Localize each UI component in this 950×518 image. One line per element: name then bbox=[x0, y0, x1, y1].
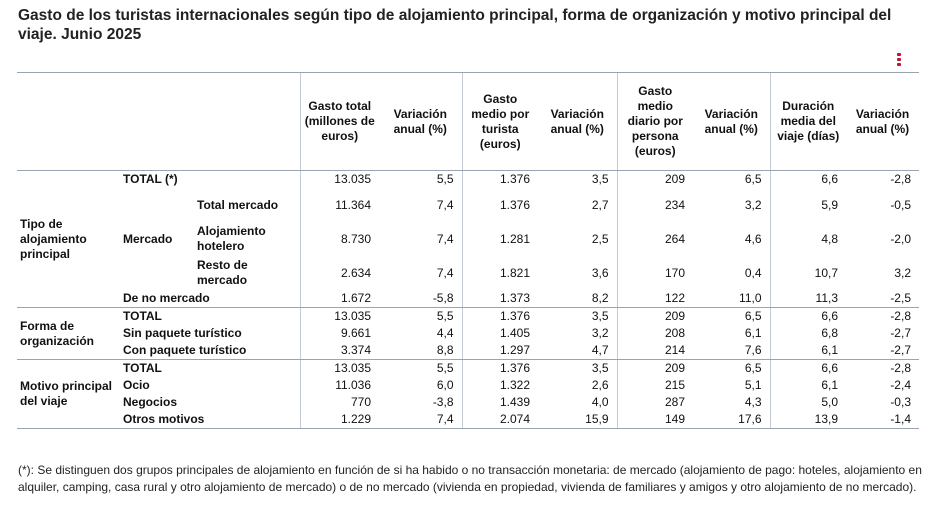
cell: 8.730 bbox=[300, 222, 379, 256]
cell: 2.074 bbox=[462, 411, 538, 429]
cell: 8,2 bbox=[538, 290, 617, 308]
cell: 209 bbox=[617, 308, 693, 326]
cell: 6,6 bbox=[770, 360, 846, 378]
cell: 1.376 bbox=[462, 308, 538, 326]
cell: 11.036 bbox=[300, 377, 379, 394]
cell: 770 bbox=[300, 394, 379, 411]
cell: -2,7 bbox=[846, 342, 919, 360]
header-empty bbox=[120, 73, 194, 171]
table-row bbox=[17, 308, 919, 326]
cell: 3,5 bbox=[591, 361, 609, 375]
cell: 13,9 bbox=[770, 411, 846, 429]
cell: 5,5 bbox=[436, 172, 454, 186]
table-row bbox=[17, 325, 919, 342]
cell: -0,3 bbox=[890, 395, 911, 409]
group-label-forma: Forma de organización bbox=[17, 308, 120, 360]
cell: -3,8 bbox=[432, 395, 454, 409]
cell: 1.297 bbox=[462, 342, 538, 360]
cell: -2,7 bbox=[890, 326, 911, 340]
cell: 7,4 bbox=[379, 411, 462, 429]
cell: -5,8 bbox=[379, 290, 462, 308]
header-cell: Variación anual (%) bbox=[379, 73, 462, 171]
header-cell: Variación anual (%) bbox=[538, 73, 617, 171]
cell: 4,0 bbox=[591, 395, 609, 409]
cell: 13.035 bbox=[300, 171, 379, 189]
row-label: Con paquete turístico bbox=[120, 342, 300, 360]
cell: 4,8 bbox=[770, 222, 846, 256]
cell: 6,0 bbox=[436, 378, 454, 392]
cell: 3,5 bbox=[591, 309, 609, 323]
page-title: Gasto de los turistas internacionales según tipo de alojamiento principal, forma de organización y motivo principal del viaje. Junio 2025 bbox=[18, 7, 892, 43]
cell: 149 bbox=[617, 411, 693, 429]
cell: 209 bbox=[617, 360, 693, 378]
cell: 3,2 bbox=[894, 265, 911, 280]
cell: 5,9 bbox=[770, 188, 846, 222]
cell: -2,8 bbox=[890, 361, 911, 375]
cell: 264 bbox=[617, 222, 693, 256]
row-label: Ocio bbox=[123, 378, 150, 392]
table-row bbox=[17, 411, 919, 429]
cell: 1.439 bbox=[462, 394, 538, 411]
cell: 6,1 bbox=[744, 326, 762, 340]
cell: 1.376 bbox=[462, 360, 538, 378]
header-cell: Duración media del viaje (días) bbox=[770, 73, 846, 171]
cell: 6,6 bbox=[770, 171, 846, 189]
cell: 170 bbox=[617, 256, 693, 290]
cell: 1.376 bbox=[462, 188, 538, 222]
cell: 6,6 bbox=[770, 308, 846, 326]
cell: 2,7 bbox=[591, 197, 609, 212]
header-row bbox=[17, 73, 919, 171]
header-cell: Gasto medio diario por persona (euros) bbox=[617, 73, 693, 171]
cell: 3,6 bbox=[591, 265, 609, 280]
cell: 13.035 bbox=[300, 308, 379, 326]
row-label: Sin paquete turístico bbox=[123, 326, 242, 340]
cell: 3,2 bbox=[591, 326, 609, 340]
cell: 4,3 bbox=[744, 395, 762, 409]
cell: 11,0 bbox=[693, 290, 770, 308]
cell: 2.634 bbox=[300, 256, 379, 290]
table-row bbox=[17, 171, 919, 189]
cell: 5,1 bbox=[744, 378, 762, 392]
row-label: TOTAL bbox=[123, 309, 162, 323]
cell: 1.281 bbox=[462, 222, 538, 256]
cell: 7,4 bbox=[436, 231, 454, 246]
table-row bbox=[17, 377, 919, 394]
table-row bbox=[17, 188, 919, 222]
cell: 6,5 bbox=[744, 172, 762, 186]
cell: 214 bbox=[617, 342, 693, 360]
cell: 6,5 bbox=[744, 361, 762, 375]
cell: 6,5 bbox=[744, 309, 762, 323]
table-row bbox=[17, 360, 919, 378]
cell: 2,5 bbox=[591, 231, 609, 246]
cell: 3,2 bbox=[744, 197, 762, 212]
table-row bbox=[17, 290, 919, 308]
cell: 208 bbox=[617, 325, 693, 342]
cell: 4,4 bbox=[436, 326, 454, 340]
cell: 3.374 bbox=[300, 342, 379, 360]
cell: 8,8 bbox=[379, 342, 462, 360]
cell: 1.373 bbox=[462, 290, 538, 308]
cell: 6,1 bbox=[770, 377, 846, 394]
cell: 209 bbox=[617, 171, 693, 189]
cell: 1.376 bbox=[462, 171, 538, 189]
footnote: (*): Se distinguen dos grupos principales de alojamiento en función de si ha habido o no transacción monetaria: de mercado (alojamiento de pago: hoteles, alojamiento en alquiler, camping, casa rural y otro alojamiento de mercado) o de no mercado (vivienda en propiedad, vivienda de familiares y amigos y otro alojamiento de no mercado). bbox=[18, 463, 922, 494]
row-label: TOTAL bbox=[123, 361, 162, 375]
header-cell: Gasto medio por turista (euros) bbox=[462, 73, 538, 171]
cell: 15,9 bbox=[538, 411, 617, 429]
row-label: TOTAL (*) bbox=[123, 172, 178, 186]
row-label: Otros motivos bbox=[120, 411, 300, 429]
row-label: Alojamiento hotelero bbox=[197, 224, 266, 253]
cell: 7,4 bbox=[436, 265, 454, 280]
cell: 122 bbox=[617, 290, 693, 308]
row-label: De no mercado bbox=[120, 290, 300, 308]
table-row bbox=[17, 394, 919, 411]
cell: -2,4 bbox=[890, 378, 911, 392]
row-label: Negocios bbox=[123, 395, 178, 409]
group-label-motivo: Motivo principal del viaje bbox=[17, 360, 120, 429]
cell: 4,7 bbox=[538, 342, 617, 360]
header-empty bbox=[194, 73, 300, 171]
cell: 215 bbox=[617, 377, 693, 394]
cell: 10,7 bbox=[770, 256, 846, 290]
cell: 17,6 bbox=[693, 411, 770, 429]
cell: 6,1 bbox=[770, 342, 846, 360]
cell: -2,5 bbox=[846, 290, 919, 308]
cell: -2,8 bbox=[890, 309, 911, 323]
cell: 1.229 bbox=[300, 411, 379, 429]
header-empty bbox=[17, 73, 120, 171]
row-label: Resto de mercado bbox=[197, 258, 248, 287]
cell: 3,5 bbox=[591, 172, 609, 186]
cell: 1.672 bbox=[300, 290, 379, 308]
cell: 2,6 bbox=[591, 378, 609, 392]
header-cell: Gasto total (millones de euros) bbox=[300, 73, 379, 171]
cell: 1.322 bbox=[462, 377, 538, 394]
cell: 4,6 bbox=[744, 231, 762, 246]
cell: 11,3 bbox=[770, 290, 846, 308]
cell: -0,5 bbox=[890, 197, 911, 212]
cell: 5,5 bbox=[436, 309, 454, 323]
cell: -2,0 bbox=[890, 231, 911, 246]
cell: 5,5 bbox=[436, 361, 454, 375]
cell: 9.661 bbox=[300, 325, 379, 342]
cell: 287 bbox=[617, 394, 693, 411]
cell: 0,4 bbox=[744, 265, 762, 280]
cell: 1.405 bbox=[462, 325, 538, 342]
cell: 7,6 bbox=[693, 342, 770, 360]
table-row bbox=[17, 342, 919, 360]
cell: 7,4 bbox=[436, 197, 454, 212]
cell: 234 bbox=[617, 188, 693, 222]
cell: 13.035 bbox=[300, 360, 379, 378]
cell: -1,4 bbox=[846, 411, 919, 429]
data-table bbox=[17, 72, 919, 429]
cell: 6,8 bbox=[770, 325, 846, 342]
header-cell: Variación anual (%) bbox=[846, 73, 919, 171]
cell: 1.821 bbox=[462, 256, 538, 290]
cell: 5,0 bbox=[770, 394, 846, 411]
vertical-dots-icon[interactable] bbox=[896, 53, 902, 67]
row-label: Total mercado bbox=[197, 197, 279, 212]
subgroup-label-mercado: Mercado bbox=[123, 231, 173, 246]
header-cell: Variación anual (%) bbox=[693, 73, 770, 171]
cell: -2,8 bbox=[890, 172, 911, 186]
group-label-tipo: Tipo de alojamiento principal bbox=[17, 171, 120, 308]
cell: 11.364 bbox=[300, 188, 379, 222]
